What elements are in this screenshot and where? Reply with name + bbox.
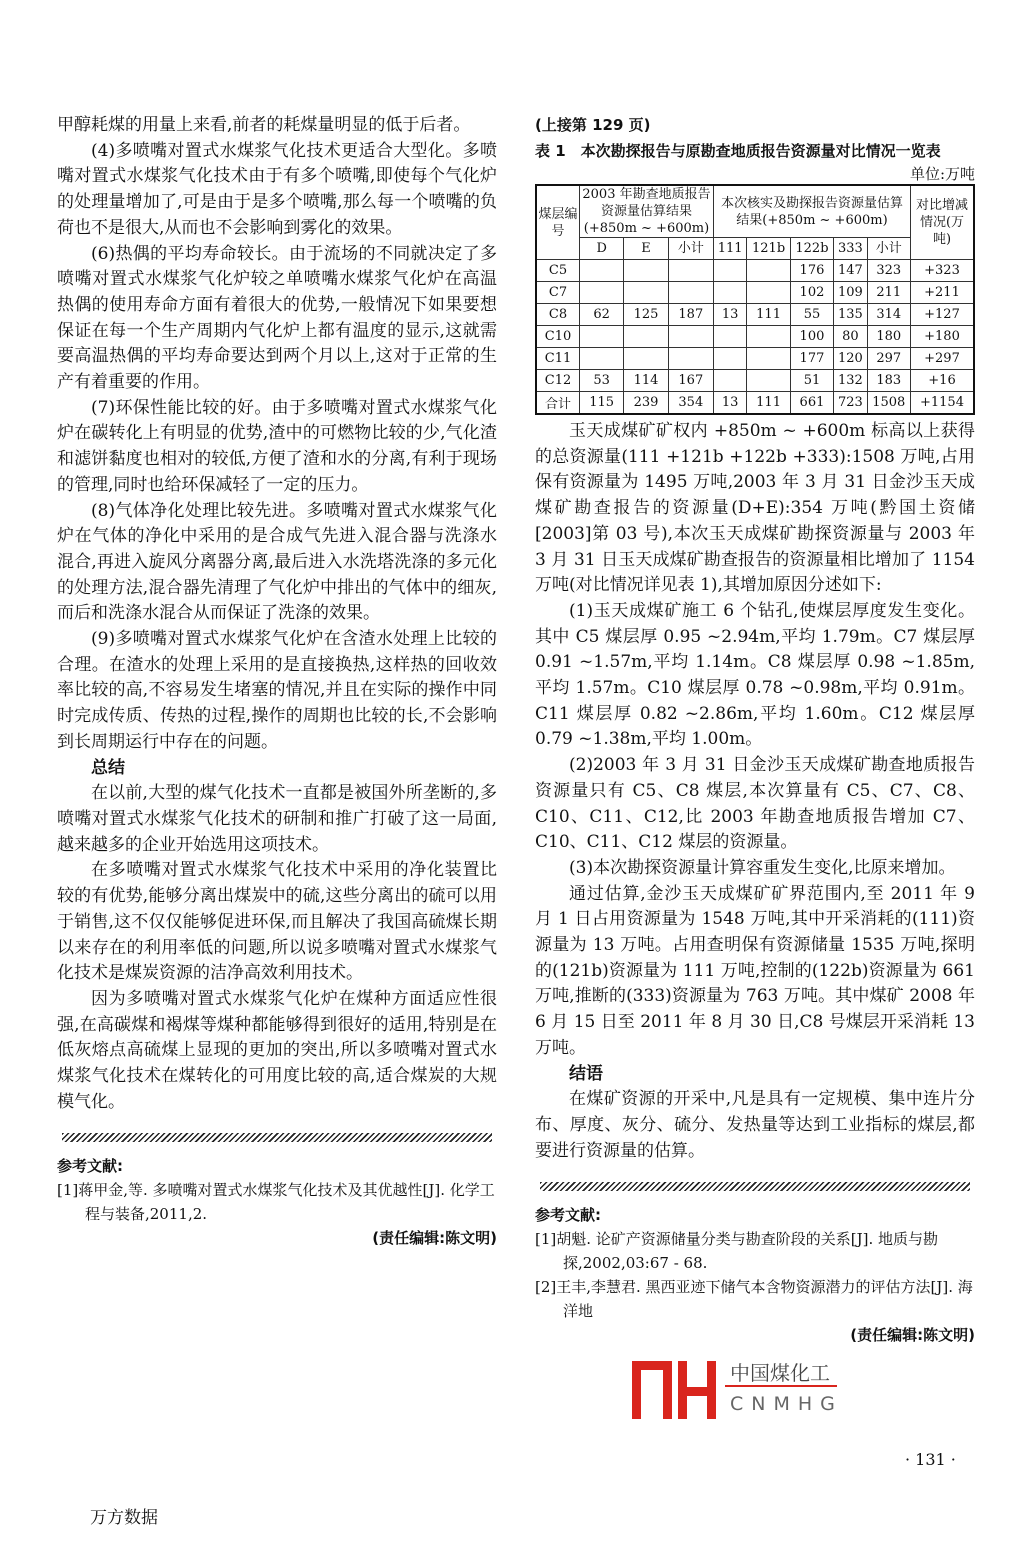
- table-cell: 111: [747, 304, 790, 326]
- subheader-1: E: [624, 238, 668, 260]
- paragraph: (3)本次勘探资源量计算容重发生变化,比原来增加。: [569, 857, 956, 878]
- table-cell: [747, 370, 790, 392]
- table-cell: +1154: [911, 392, 975, 415]
- paragraph: 通过估算,金沙玉天成煤矿矿界范围内,至 2011 年 9 月 1 日占用资源量为 1548 万吨,其中开采消耗的(111)资源量为 13 万吨。占用查明保有资源储量 1535 万吨,探明的(121b)资源量为 111 万吨,控制的(122b)资源量为 661 万吨,推断的(333)资源量为 763 万吨。其中煤矿 2008 年 6 月 15 日至 2011 年 8 月 30 日,C8 号煤层开采消耗 13 万吨。: [535, 883, 975, 1058]
- header-seam: 煤层编号: [536, 185, 580, 260]
- table-cell: 314: [867, 304, 910, 326]
- paragraph: 在多喷嘴对置式水煤浆气化技术中采用的净化装置比较的有优势,能够分离出煤炭中的硫,这些分离出的硫可以用于销售,这不仅仅能够促进环保,而且解决了我国高硫煤长期以来存在的利用率低的问题,所以说多喷嘴对置式水煤浆气化技术是煤炭资源的洁净高效利用技术。: [57, 860, 497, 984]
- table-cell: 183: [867, 370, 910, 392]
- table-cell: 111: [747, 392, 790, 415]
- table-cell: 80: [834, 326, 867, 348]
- table-cell: [668, 260, 713, 282]
- references-heading: 参考文献:: [57, 1157, 123, 1176]
- paragraph: 玉天成煤矿矿权内 +850m ~ +600m 标高以上获得的总资源量(111 +121b +122b +333):1508 万吨,占用保有资源量为 1495 万吨,2003 年 3 月 31 日金沙玉天成煤矿勘查报告的资源量(D+E):354 万吨(黔国土资储[2003]第 03 号),本次玉天成煤矿勘探资源量与 2003 年 3 月 31 日玉天成煤矿勘查报告的资源量相比增加了 1154 万吨(对比情况详见表 1),其增加原因分述如下:: [535, 421, 975, 596]
- paragraph: 甲醇耗煤的用量上来看,前者的耗煤量明显的低于后者。: [57, 115, 471, 135]
- watermark-cn: 中国煤化工: [730, 1361, 830, 1386]
- editor-note: (责任编辑:陈文明): [372, 1229, 497, 1248]
- table-cell: +297: [911, 348, 975, 370]
- paragraph: (6)热偶的平均寿命较长。由于流场的不同就决定了多喷嘴对置式水煤浆气化炉较之单喷嘴水煤浆气化炉在高温热偶的使用寿命方面有着很大的优势,一般情况下如果要想保证在每一个生产周期内气化炉上都有温度的显示,这就需要高温热偶的平均寿命要达到两个月以上,这对于正常的生产有着重要的作用。: [57, 243, 497, 393]
- reference-item: [2]王丰,李慧君. 黑西亚迹下储气本含物资源潜力的评估方法[J]. 海洋地: [535, 1278, 973, 1321]
- references-left: [57, 1154, 497, 1250]
- table-row: [536, 304, 974, 326]
- table-cell: 13: [713, 392, 746, 415]
- right-column-wrapper: [535, 114, 975, 1421]
- references-heading: 参考文献:: [535, 1206, 601, 1225]
- table-cell: 51: [790, 370, 833, 392]
- table-cell: C12: [536, 370, 580, 392]
- paragraph: (8)气体净化处理比较先进。多喷嘴对置式水煤浆气化炉在气体的净化中采用的是合成气先进入混合器与洗涤水混合,再进入旋风分离器分离,最后进入水洗塔洗涤的多元化的处理方法,混合器先清理了气化炉中排出的气体中的细灰,而后和洗涤水混合从而保证了洗涤的效果。: [57, 500, 497, 624]
- right-column: [535, 419, 975, 1164]
- table-row: [536, 370, 974, 392]
- table-cell: 661: [790, 392, 833, 415]
- table-cell: [624, 260, 668, 282]
- table-cell: 187: [668, 304, 713, 326]
- table-row: [536, 326, 974, 348]
- table-cell: 102: [790, 282, 833, 304]
- table-cell: 1508: [867, 392, 910, 415]
- table-cell: 323: [867, 260, 910, 282]
- paragraph: (4)多喷嘴对置式水煤浆气化技术更适合大型化。多喷嘴对置式水煤浆气化技术由于有多个喷嘴,即使每个气化炉的处理量增加了,可是由于是多个喷嘴,那么每一个喷嘴的负荷也不是很大,从而也不会影响到雾化的效果。: [57, 140, 497, 238]
- table-cell: C7: [536, 282, 580, 304]
- section-heading: 总结: [91, 757, 125, 778]
- table-cell: [713, 260, 746, 282]
- reference-item: [1]蒋甲金,等. 多喷嘴对置式水煤浆气化技术及其优越性[J]. 化学工程与装备,2011,2.: [57, 1181, 495, 1224]
- subheader-5: 122b: [790, 238, 833, 260]
- table-cell: 114: [624, 370, 668, 392]
- resource-table: [535, 184, 975, 415]
- table-cell: [713, 326, 746, 348]
- table-unit: 单位:万吨: [909, 165, 975, 183]
- table-cell: [668, 326, 713, 348]
- table-cell: 147: [834, 260, 867, 282]
- separator: [62, 1133, 492, 1142]
- table-cell: [713, 282, 746, 304]
- header-diff: 对比增减情况(万吨): [911, 185, 975, 260]
- footer-source: 万方数据: [90, 1508, 158, 1528]
- table-cell: [624, 348, 668, 370]
- table-cell: C10: [536, 326, 580, 348]
- table-cell: 177: [790, 348, 833, 370]
- table-cell: 135: [834, 304, 867, 326]
- subheader-3: 111: [713, 238, 746, 260]
- subheader-2: 小计: [668, 238, 713, 260]
- reference-item: [1]胡魁. 论矿产资源储量分类与勘查阶段的关系[J]. 地质与勘探,2002,03:67 - 68.: [535, 1230, 939, 1273]
- separator: [540, 1182, 970, 1191]
- editor-note: (责任编辑:陈文明): [850, 1326, 975, 1345]
- table-row: [536, 392, 974, 415]
- continued-note: (上接第 129 页): [535, 116, 651, 134]
- paragraph: (7)环保性能比较的好。由于多喷嘴对置式水煤浆气化炉在碳转化上有明显的优势,渣中的可燃物比较的少,气化渣和滤饼黏度也相对的较低,方便了渣和水的分离,有利于现场的管理,同时也给环保减轻了一定的压力。: [57, 397, 497, 495]
- table-cell: +16: [911, 370, 975, 392]
- table-cell: 100: [790, 326, 833, 348]
- table-cell: [580, 282, 624, 304]
- table-cell: 合计: [536, 392, 580, 415]
- table-cell: +127: [911, 304, 975, 326]
- table-cell: [747, 348, 790, 370]
- table-cell: +323: [911, 260, 975, 282]
- watermark-en: CNMHG: [730, 1393, 843, 1416]
- table-cell: C11: [536, 348, 580, 370]
- table-cell: [580, 326, 624, 348]
- paragraph: 在以前,大型的煤气化技术一直都是被国外所垄断的,多喷嘴对置式水煤浆气化技术的研制和推广打破了这一局面,越来越多的企业开始选用这项技术。: [57, 783, 497, 855]
- table-cell: 125: [624, 304, 668, 326]
- table-cell: [713, 348, 746, 370]
- paragraph: 在煤矿资源的开采中,凡是具有一定规模、集中连片分布、厚度、灰分、硫分、发热量等达到工业指标的煤层,都要进行资源量的估算。: [535, 1089, 975, 1161]
- table-cell: [668, 348, 713, 370]
- table-caption: [535, 114, 975, 184]
- table-cell: 53: [580, 370, 624, 392]
- table-cell: 297: [867, 348, 910, 370]
- table-cell: [747, 326, 790, 348]
- table-cell: 723: [834, 392, 867, 415]
- left-column: [57, 113, 497, 1115]
- watermark-logo: [632, 1355, 842, 1421]
- header-group-2003: 2003 年勘查地质报告资源量估算结果(+850m ~ +600m): [580, 185, 714, 238]
- table-title: 表 1 本次勘探报告与原勘查地质报告资源量对比情况一览表: [535, 142, 941, 160]
- table-cell: [668, 282, 713, 304]
- table-cell: [713, 370, 746, 392]
- table-cell: +180: [911, 326, 975, 348]
- table-cell: 239: [624, 392, 668, 415]
- table-cell: 211: [867, 282, 910, 304]
- left-column-wrapper: [57, 113, 497, 1250]
- table-cell: [624, 326, 668, 348]
- table-cell: 120: [834, 348, 867, 370]
- table-cell: 109: [834, 282, 867, 304]
- subheader-7: 小计: [867, 238, 910, 260]
- table-row: [536, 348, 974, 370]
- header-group-current: 本次核实及勘探报告资源量估算结果(+850m ~ +600m): [713, 185, 910, 238]
- table-cell: 132: [834, 370, 867, 392]
- table-row: [536, 260, 974, 282]
- table-cell: 176: [790, 260, 833, 282]
- page-number: · 131 ·: [905, 1450, 956, 1469]
- table-cell: [747, 260, 790, 282]
- paragraph: 因为多喷嘴对置式水煤浆气化炉在煤种方面适应性很强,在高碳煤和褐煤等煤种都能够得到很好的适用,特别是在低灰熔点高硫煤上显现的更加的突出,所以多喷嘴对置式水煤浆气化技术在煤转化的可用度比较的高,适合煤炭的大规模气化。: [57, 988, 497, 1112]
- table-cell: 13: [713, 304, 746, 326]
- paragraph: (1)玉天成煤矿施工 6 个钻孔,使煤层厚度发生变化。其中 C5 煤层厚 0.95 ~2.94m,平均 1.79m。C7 煤层厚 0.91 ~1.57m,平均 1.14m。C8 煤层厚 0.98 ~1.85m,平均 1.57m。C10 煤层厚 0.78 ~0.98m,平均 0.91m。C11 煤层厚 0.82 ~2.86m,平均 1.60m。C12 煤层厚 0.79 ~1.38m,平均 1.00m。: [535, 600, 975, 750]
- table-cell: C5: [536, 260, 580, 282]
- table-cell: 354: [668, 392, 713, 415]
- subheader-0: D: [580, 238, 624, 260]
- subheader-4: 121b: [747, 238, 790, 260]
- table-cell: [580, 348, 624, 370]
- subheader-6: 333: [834, 238, 867, 260]
- table-cell: +211: [911, 282, 975, 304]
- table-cell: C8: [536, 304, 580, 326]
- table-cell: [580, 260, 624, 282]
- table-cell: 167: [668, 370, 713, 392]
- table-cell: 115: [580, 392, 624, 415]
- references-right: [535, 1203, 975, 1347]
- table-cell: [624, 282, 668, 304]
- table-cell: [747, 282, 790, 304]
- paragraph: (9)多喷嘴对置式水煤浆气化炉在含渣水处理上比较的合理。在渣水的处理上采用的是直接换热,这样热的回收效率比较的高,不容易发生堵塞的情况,并且在实际的操作中同时完成传质、传热的过程,操作的周期也比较的长,不会影响到长周期运行中存在的问题。: [57, 629, 497, 752]
- paragraph: (2)2003 年 3 月 31 日金沙玉天成煤矿勘查地质报告资源量只有 C5、C8 煤层,本次算量有 C5、C7、C8、C10、C11、C12,比 2003 年勘查地质报告增加 C7、C10、C11、C12 煤层的资源量。: [535, 755, 975, 853]
- table-cell: 180: [867, 326, 910, 348]
- table-cell: 62: [580, 304, 624, 326]
- table-cell: 55: [790, 304, 833, 326]
- table-row: [536, 282, 974, 304]
- section-heading: 结语: [569, 1063, 603, 1084]
